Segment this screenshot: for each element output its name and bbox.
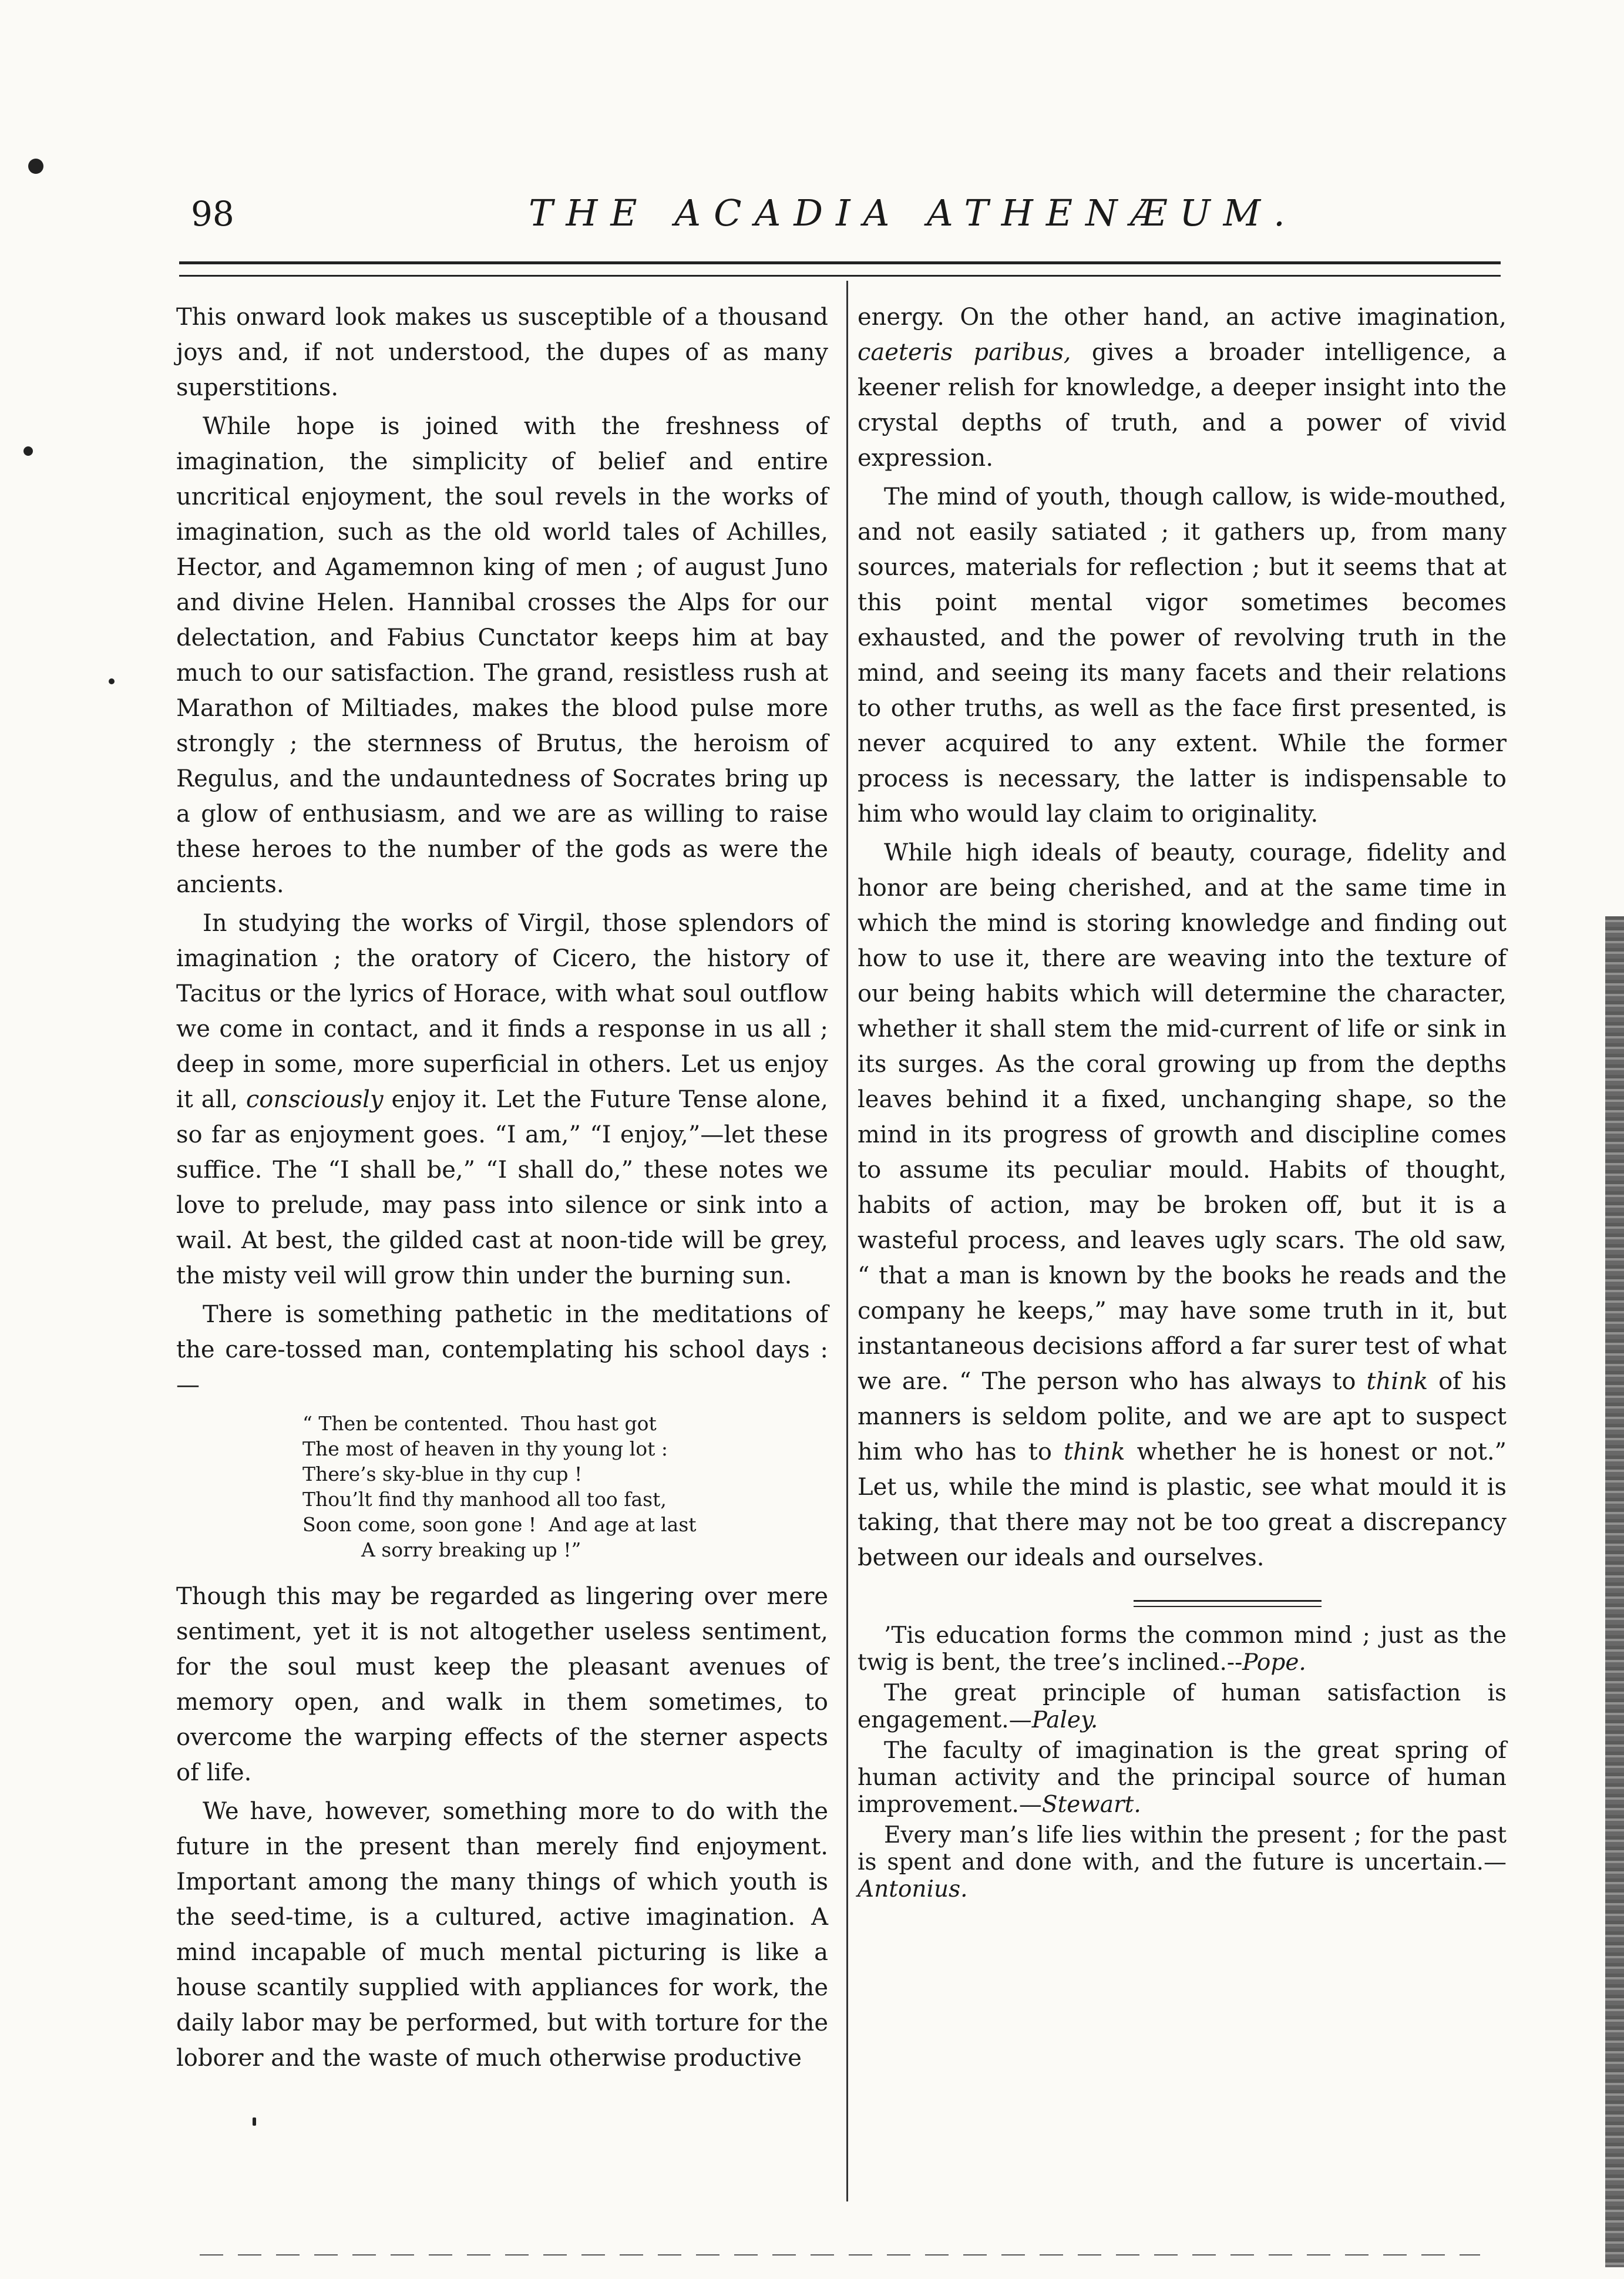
right-column: [858, 300, 1507, 1907]
paragraph: [176, 906, 828, 1293]
paragraph: There is something pathetic in the meditations of the care-tossed man, contemplating his school days :—: [176, 1301, 828, 1399]
paragraph: [858, 835, 1507, 1575]
header-rule: [179, 261, 1501, 264]
paragraph: While hope is joined with the freshness of imagination, the simplicity of belief and entire uncritical enjoyment, the soul revels in the works of imagination, such as the old world tales of Achilles, Hector, and Agamemnon king of men ; of august Juno and divine Helen. Hannibal crosses the Alps for our delectation, and Fabius Cunctator keeps him at bay much to our satisfaction. The grand, resistless rush at Marathon of Miltiades, makes the blood pulse more strongly ; the sternness of Brutus, the heroism of Regulus, and the undauntedness of Socrates bring up a glow of enthusiasm, and we are as willing to raise these heroes to the number of the gods as were the ancients.: [176, 413, 828, 898]
quotation-author: Paley.: [1031, 1707, 1098, 1733]
quotation-text: The faculty of imagination is the great spring of human activity and the principal source of human improvement.—: [858, 1737, 1507, 1818]
paragraph: This onward look makes us susceptible of a thousand joys and, if not understood, the dupes of as many superstitions.: [176, 304, 828, 401]
text-run: of his manners is seldom polite, and we are apt to suspect him who has to: [858, 1368, 1507, 1465]
quotation-author: Antonius.: [858, 1876, 968, 1902]
journal-title: THE ACADIA ATHENÆUM.: [529, 191, 1298, 234]
ink-speck: [253, 2117, 256, 2126]
bottom-dashed-rule: [200, 2254, 1480, 2256]
poem-line: A sorry breaking up !”: [361, 1538, 581, 1561]
poem-line: Thou’lt find thy manhood all too fast,: [302, 1488, 667, 1511]
header-rule-secondary: [179, 275, 1501, 277]
text-run: enjoy it. Let the Future Tense alone, so far as enjoyment goes. “I am,” “I enjoy,”—let these suffice. The “I shall be,” “I shall do,” these notes we love to prelude, may pass into silence or sink into a wail. At best, the gilded cast at noon-tide will be grey, the misty veil will grow thin under the burning sun.: [176, 1086, 828, 1289]
paragraph: We have, however, something more to do with the future in the present than merely find enjoyment. Important among the many things of which youth is the seed-time, is a cultured, active imagination. A mind incapable of much mental picturing is like a house scantily supplied with appliances for work, the daily labor may be performed, but with torture for the loborer and the waste of much otherwise productive: [176, 1798, 828, 2072]
text-run: In studying the works of Virgil, those splendors of imagination ; the oratory of Cicero, the history of Tacitus or the lyrics of Horace, with what soul outflow we come in contact, and it finds a response in us all ; deep in some, more superficial in others. Let us enjoy it all,: [176, 910, 828, 1113]
column-divider: [846, 281, 848, 2201]
quotation: [858, 1822, 1507, 1903]
section-separator: [858, 1579, 1507, 1622]
poem-line: The most of heaven in thy young lot :: [302, 1437, 668, 1460]
quotation-author: Pope.: [1242, 1649, 1306, 1676]
emphasis: think: [1366, 1368, 1428, 1395]
text-run: energy. On the other hand, an active imagination,: [858, 304, 1507, 331]
poem-line: There’s sky-blue in thy cup !: [302, 1463, 583, 1485]
text-run: gives a broader intelligence, a keener relish for knowledge, a deeper insight into the crystal depths of truth, and a power of vivid expression.: [858, 339, 1507, 472]
emphasis: consciously: [246, 1086, 384, 1113]
quotation-text: The great principle of human satisfaction is engagement.—: [858, 1680, 1507, 1733]
paragraph: [858, 300, 1507, 476]
emphasis: think: [1063, 1438, 1125, 1465]
quotation-author: Stewart.: [1041, 1791, 1141, 1818]
paragraph: The mind of youth, though callow, is wide-mouthed, and not easily satiated ; it gathers up, from many sources, materials for reflection ; but it seems that at this point mental vigor sometimes becomes exhausted, and the power of revolving truth in the mind, and seeing its many facets and their relations to other truths, as well as the face first presented, is never acquired to any extent. While the former process is necessary, the latter is indispensable to him who would lay claim to originality.: [858, 483, 1507, 828]
paragraph: Though this may be regarded as lingering over mere sentiment, yet it is not altogether useless sentiment, for the soul must keep the pleasant avenues of memory open, and walk in them sometimes, to overcome the warping effects of the sterner aspects of life.: [176, 1583, 828, 1786]
quotation-text: ’Tis education forms the common mind ; just as the twig is bent, the tree’s inclined.--: [858, 1622, 1507, 1676]
page-edge-stain: [1605, 916, 1624, 2267]
quotation: [858, 1737, 1507, 1819]
text-run: While high ideals of beauty, courage, fidelity and honor are being cherished, and at the same time in which the mind is storing knowledge and finding out how to use it, there are weaving into the texture of our being habits which will determine the character, whether it shall stem the mid-current of life or sink in its surges. As the coral growing up from the depths leaves behind it a fixed, unchanging shape, so the mind in its progress of growth and discipline comes to assume its peculiar mould. Habits of thought, habits of action, may be broken off, but it is a wasteful process, and leaves ugly scars. The old saw, “ that a man is known by the books he reads and the company he keeps,” may have some truth in it, but instantaneous decisions afford a far surer test of what we are. “ The person who has always to: [858, 839, 1507, 1395]
left-column: [176, 300, 828, 2079]
poem-line: “ Then be contented. Thou hast got: [302, 1412, 657, 1435]
quotation: [858, 1622, 1507, 1676]
quotation: [858, 1680, 1507, 1734]
quotation-text: Every man’s life lies within the present ; for the past is spent and done with, and the future is uncertain.—: [858, 1822, 1507, 1875]
ink-speck: [23, 446, 33, 456]
page-number: 98: [191, 194, 234, 234]
emphasis: caeteris paribus,: [858, 339, 1071, 366]
poem-line: Soon come, soon gone ! And age at last: [302, 1513, 697, 1536]
poem: [176, 1411, 828, 1562]
ink-speck: [109, 678, 115, 684]
ink-speck: [28, 159, 43, 174]
text-run: whether he is honest or not.” Let us, while the mind is plastic, see what mould it is taking, that there may not be too great a discrepancy between our ideals and ourselves.: [858, 1438, 1507, 1571]
